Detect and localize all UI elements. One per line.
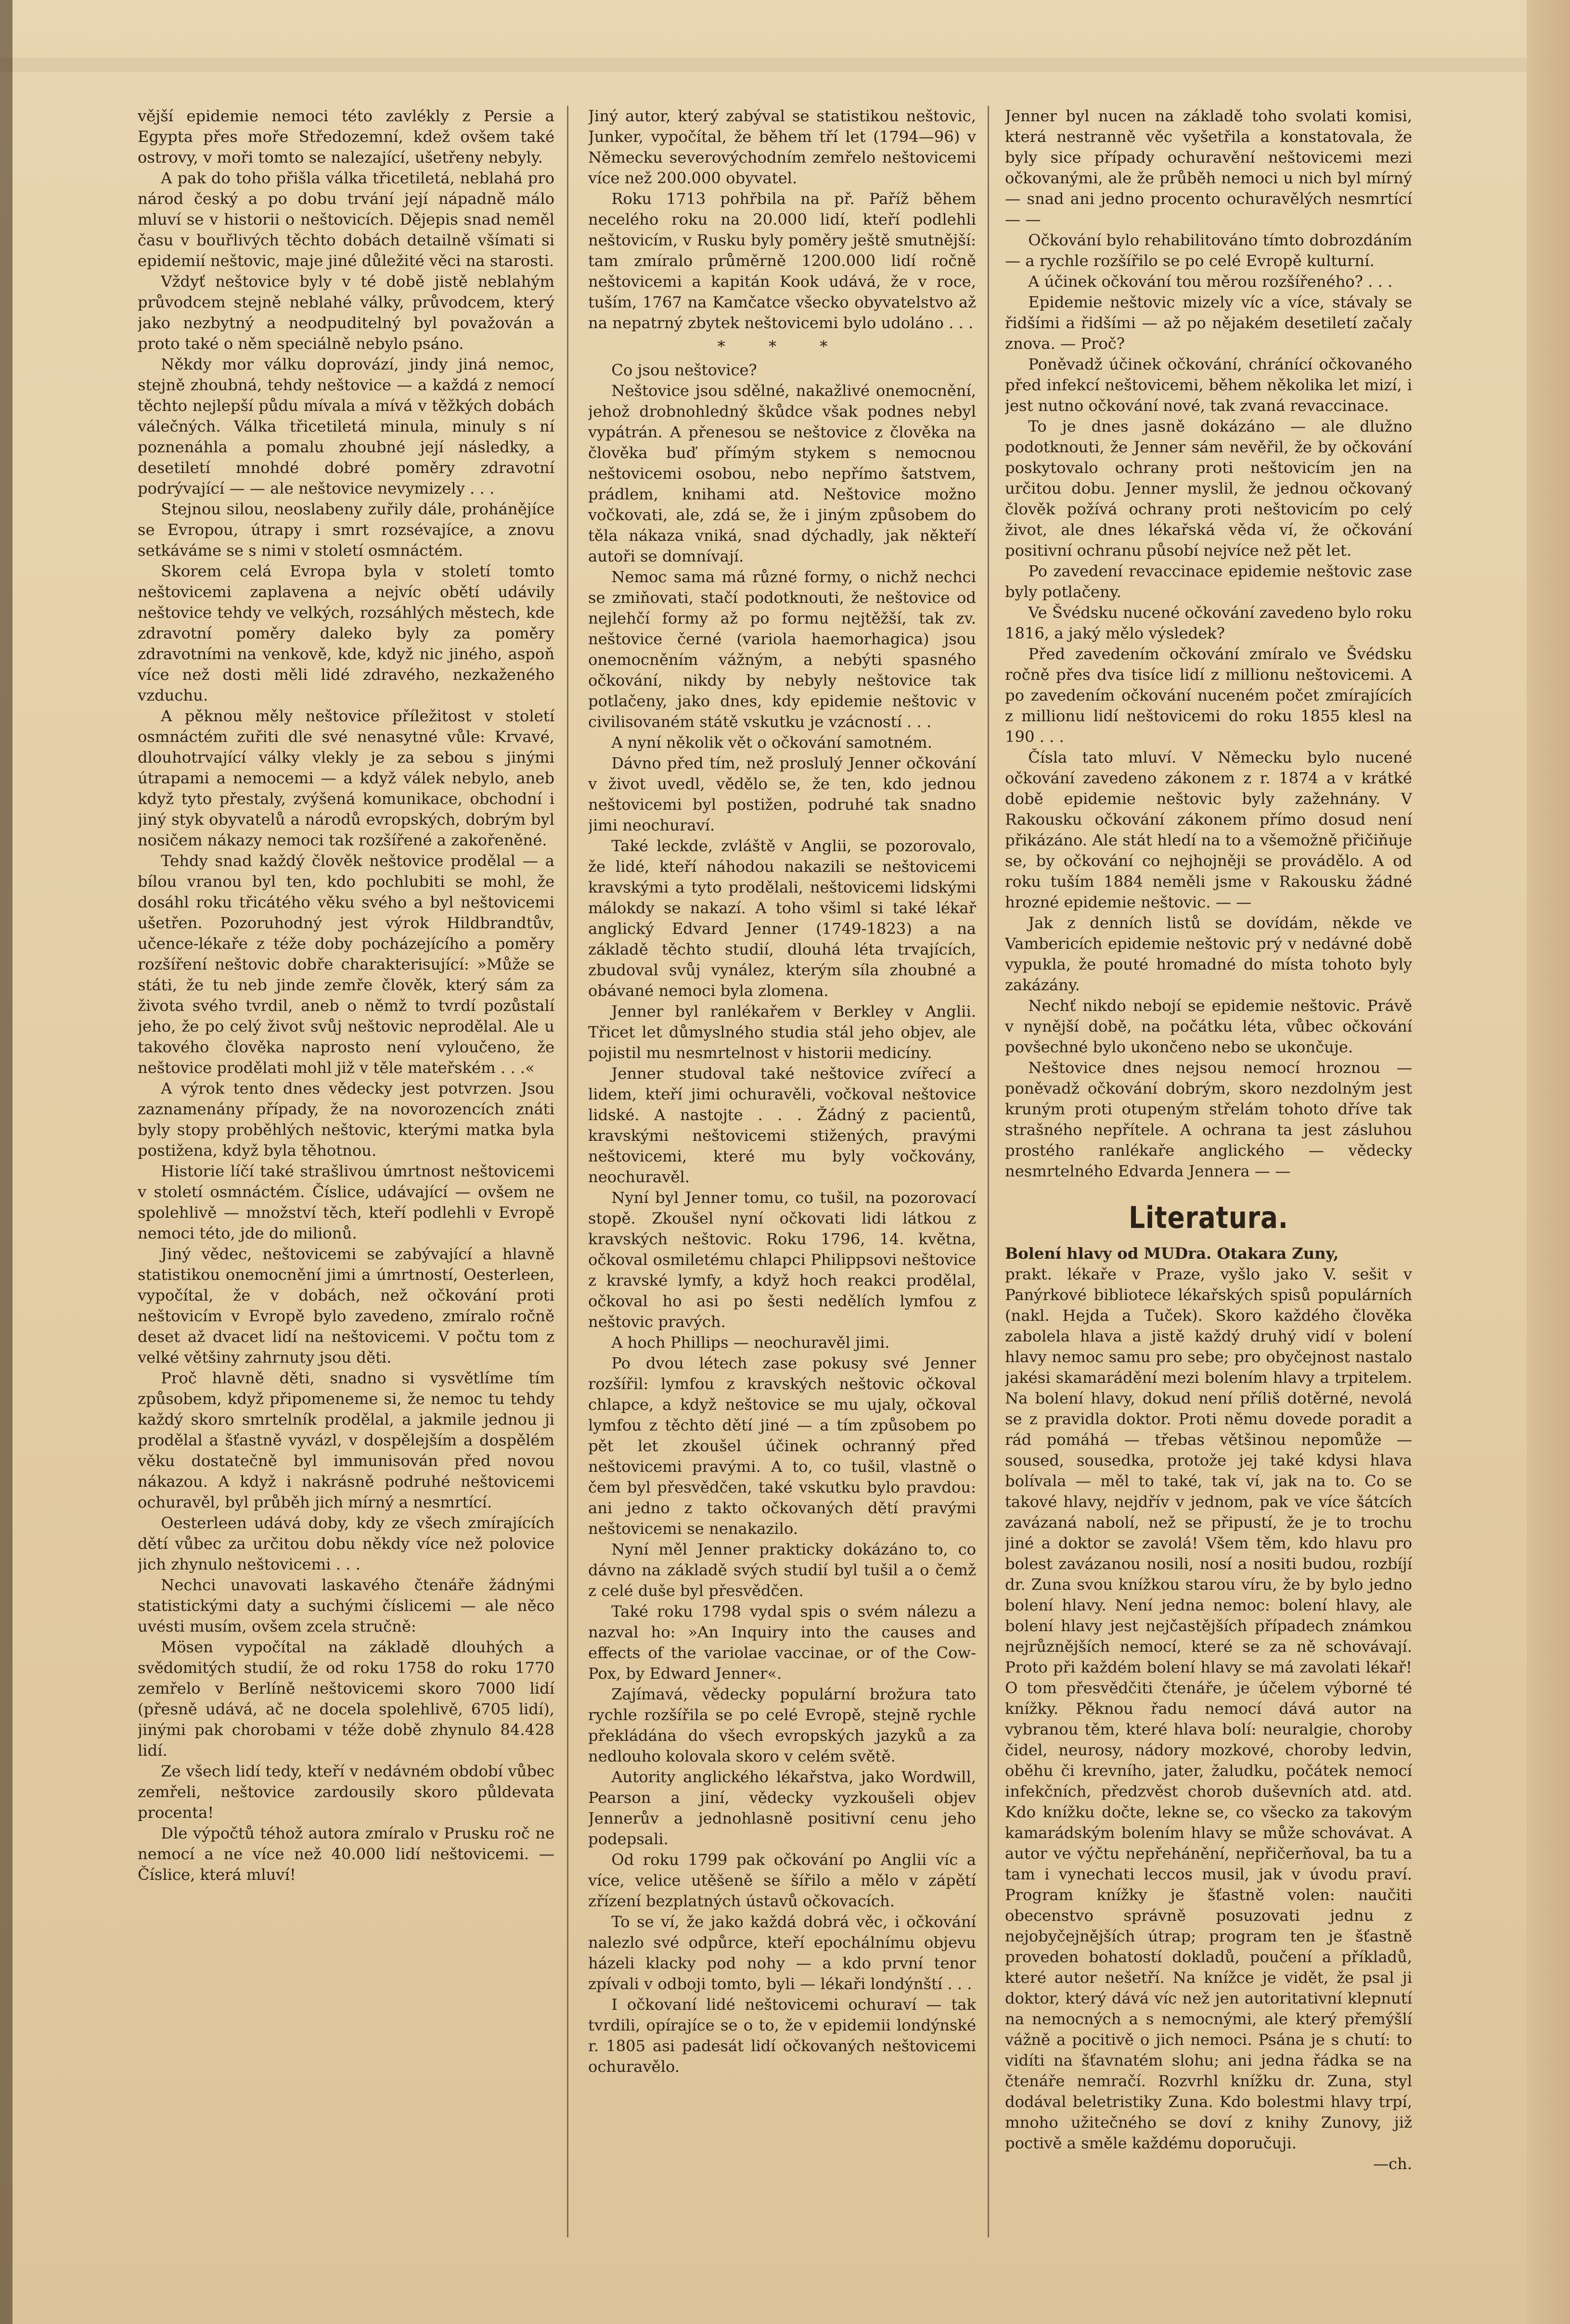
paragraph: Nyní byl Jenner tomu, co tušil, na pozorovací stopě. Zkoušel nyní očkovati lidi látkou z kravských neštovic. Roku 1796, 14. května, očkoval osmiletému chlapci Philippsovi neštovice z kravské lymfy, a když hoch reakci prodělal, očkoval ho asi po šesti nedělích lymfou z neštovic pravých. <box>588 1188 976 1331</box>
paragraph: Skorem celá Evropa byla v století tomto neštovicemi zaplavena a nejvíc obětí udávily neštovice tehdy ve velkých, rozsáhlých městech, kde zdravotní poměry daleko byly za poměry zdravotními na venkově, kde, když nic jiného, aspoň více než dosti měli lidé zdravého, nezkaženého vzduchu. <box>138 562 554 704</box>
paragraph: Také leckde, zvláště v Anglii, se pozorovalo, že lidé, kteří náhodou nakazili se neštovicemi kravskými a tyto prodělali, neštovicemi lidskými málokdy se nakazí. A toho všiml si také lékař anglický Edvard Jenner (1749-1823) a na základě těchto studií, dlouhá léta trvajících, zbudoval svůj vynález, kterým síla zhoubné a obávané nemoci byla zlomena. <box>588 837 976 1000</box>
paragraph: Mösen vypočítal na základě dlouhých a svědomitých studií, že od roku 1758 do roku 1770 zemřelo v Berlíně neštovicemi skoro 7000 lidí (přesně udává, ač ne docela spolehlivě, 6705 lidí), jinými pak chorobami v téže době zhynulo 84.428 lidí. <box>138 1638 554 1760</box>
paragraph: Epidemie neštovic mizely víc a více, stávaly se řidšími a řidšími — až po nějakém desetiletí začaly znova. — Proč? <box>1005 293 1412 353</box>
paragraph: Stejnou silou, neoslabeny zuřily dále, prohánějíce se Evropou, útrapy i smrt rozsévajíce, a znovu setkáváme se s nimi v století osmnáctém. <box>138 500 554 560</box>
paragraph: To se ví, že jako každá dobrá věc, i očkování nalezlo své odpůrce, kteří epochálnímu objevu házeli klacky pod nohy — a kdo první tenor zpívali v odboji tomto, byli — lékaři londýnští . . . <box>588 1913 976 1993</box>
section-question: Co jsou neštovice? <box>611 361 757 379</box>
article-column-1 <box>138 106 554 2271</box>
article-column-2 <box>588 106 976 2271</box>
paragraph: Historie líčí také strašlivou úmrtnost neštovicemi v století osmnáctém. Číslice, udávající — ovšem ne spolehlivě — množství těch, kteří podlehli v Evropě nemoci této, jde do milionů. <box>138 1162 554 1242</box>
article-column-3 <box>1005 106 1412 2271</box>
section-separator: * * * <box>717 337 847 356</box>
paragraph: Vždyť neštovice byly v té době jistě neblahým průvodcem stejně neblahé války, průvodcem, který jako nezbytný a neodpuditelný byl považován a proto také o něm speciálně nebylo psáno. <box>138 272 554 353</box>
paragraph: Nyní měl Jenner prakticky dokázáno to, co dávno na základě svých studií byl tušil a o čemž z celé duše byl přesvědčen. <box>588 1540 976 1600</box>
paragraph: Také roku 1798 vydal spis o svém nálezu a nazval ho: »An Inquiry into the causes and effects of the variolae vaccinae, or of the Cow-Pox, by Edward Jenner«. <box>588 1602 976 1683</box>
paragraph: A nyní několik vět o očkování samotném. <box>611 733 932 752</box>
paragraph: To je dnes jasně dokázáno — ale dlužno podotknouti, že Jenner sám nevěřil, že by očkování poskytovalo ochrany proti neštovicím jen na určitou dobu. Jenner myslil, že jednou očkovaný člověk požívá ochrany proti neštovicím po celý život, ale dnes lékařská věda ví, že očkování positivní ochranu působí nejvíce než pět let. <box>1005 417 1412 560</box>
review-signature: —ch. <box>1373 2155 1412 2173</box>
paragraph: Od roku 1799 pak očkování po Anglii víc a více, velice utěšeně se šířilo a mělo v zápětí zřízení bezplatných ústavů očkovacích. <box>588 1851 976 1910</box>
paragraph: Jenner studoval také neštovice zvířecí a lidem, kteří jimi ochuravěli, vočkoval neštovice lidské. A nastojte . . . Žádný z pacientů, kravskými neštovicemi stižených, pravými neštovicemi, které mu byly vočkovány, neochuravěl. <box>588 1064 976 1186</box>
paragraph: Očkování bylo rehabilitováno tímto dobrozdáním — a rychle rozšířilo se po celé Evropě kulturní. <box>1005 231 1412 270</box>
paragraph: Neštovice jsou sdělné, nakažlivé onemocnění, jehož drobnohledný škůdce však podnes nebyl vypátrán. A přenesou se neštovice z člověka na člověka buď přímým stykem s nemocnou neštovicemi osobou, nebo nepřímo šatstvem, prádlem, knihami atd. Neštovice možno vočkovati, ale, zdá se, že i jiným způsobem do těla nákaza vniká, snad dýchadly, jak někteří autoři se domnívají. <box>588 382 976 565</box>
review-title: Bolení hlavy od MUDra. Otakara Zuny, <box>1005 1244 1339 1263</box>
paper-fold <box>0 58 1570 72</box>
paragraph: Poněvadž účinek očkování, chránící očkovaného před infekcí neštovicemi, během několika let mizí, i jest nutno očkování nové, tak zvaná revaccinace. <box>1005 355 1412 415</box>
paragraph: Oesterleen udává doby, kdy ze všech zmírajících dětí vůbec za určitou dobu někdy více než polovice jich zhynulo neštovicemi . . . <box>138 1514 554 1573</box>
paragraph: Roku 1713 pohřbila na př. Paříž během necelého roku na 20.000 lidí, kteří podlehli neštovicím, v Rusku byly poměry ještě smutnější: tam zmíralo průměrně 1200.000 lidí ročně neštovicemi a kapitán Kook udává, že v roce, tuším, 1767 na Kamčatce všecko obyvatelstvo až na nepatrný zbytek neštovicemi bylo udoláno . . . <box>588 190 976 332</box>
paragraph: Někdy mor válku doprovází, jindy jiná nemoc, stejně zhoubná, tehdy neštovice — a každá z nemocí těchto nejlepší půdu mívala a mívá v těžkých dobách válečných. Válka třicetiletá minula, minuly s ní poznenáhla a pomalu zhoubné její následky, a desetiletí mnohdé dobré poměry zdravotní podrývající — — ale neštovice nevymizely . . . <box>138 355 554 498</box>
paragraph: Jak z denních listů se dovídám, někde ve Vambericích epidemie neštovic prý v nedávné době vypukla, že pouté hromadné do místa tohoto byly zakázány. <box>1005 914 1412 994</box>
paragraph: Nemoc sama má různé formy, o nichž nechci se zmiňovati, stačí podotknouti, že neštovice od nejlehčí formy až po formu nejtěžší, tak zv. neštovice černé (variola haemorhagica) jsou onemocněním vážným, a nebýti spasného očkování, nikdy by nebyly neštovice tak potlačeny, jako dnes, kdy epidemie neštovic v civilisovaném státě vskutku je vzácností . . . <box>588 568 976 731</box>
scan-edge-left <box>0 0 13 2324</box>
paragraph: Autority anglického lékařstva, jako Wordwill, Pearson a jiní, vědecky vyzkoušeli objev Jennerův a jednohlasně positivní cenu jeho podepsali. <box>588 1768 976 1848</box>
paragraph: Dávno před tím, než proslulý Jenner očkování v život uvedl, vědělo se, že ten, kdo jednou neštovicemi byl postižen, podruhé tak snadno jimi neochuraví. <box>588 754 976 834</box>
paragraph: I očkovaní lidé neštovicemi ochuraví — tak tvrdili, opírajíce se o to, že v epidemii londýnské r. 1805 asi padesát lidí očkovaných neštovicemi ochuravělo. <box>588 1995 976 2076</box>
scan-edge-right <box>1527 0 1570 2324</box>
review-text: prakt. lékaře v Praze, vyšlo jako V. sešit v Panýrkové bibliotece lékařských spisů populárních (nakl. Hejda a Tuček). Skoro každého člověka zabolela hlava a jistě každý druhý vidí v bolení hlavy nemoc samu pro sebe; pro obyčejnost nastalo jakési skamarádění mezi bolením hlavy a trpitelem. Na bolení hlavy, dokud není příliš dotěrné, nevolá se z pravidla doktor. Proti němu dovede poradit a rád pomáhá — třebas většinou nepomůže — soused, sousedka, protože jej také kdysi hlava bolívala — měl to také, tak ví, jak na to. Co se takové hlavy, nejdřív v jednom, pak ve více šátcích zavázaná nabolí, než se připustí, že je to trochu jiné a doktor se zavolá! Všem těm, kdo hlavu pro bolest zavázanou nosili, nosí a nositi budou, rozbíjí dr. Zuna svou knížkou starou víru, že by bylo jedno bolení hlavy. Není jedna nemoc: bolení hlavy, ale bolení hlavy jest nejčastějších případech známkou nejrůznějších nemocí, které se za ně schovávají. Proto při každém bolení hlavy se má zavolati lékař! O tom přesvědčiti čtenáře, je účelem výborné té knížky. Pěknou řadu nemocí dává autor na vybranou těm, které hlava bolí: neuralgie, choroby čidel, neurosy, nádory mozkové, choroby ledvin, oběhu či krevního, jater, žaludku, počátek nemocí infekčních, předzvěst chorob duševních atd. atd. Kdo knížku dočte, lekne se, co všecko za takovým kamarádským bolením hlavy se může schovávat. A autor ve výčtu nepřehánění, nepřičerňoval, ba tu a tam i vynechati leccos musil, jak v úvodu praví. Program knížky je šťastně volen: naučiti obecenstvo správně posuzovati jednu z nejobyčejnějších útrap; program ten je šťastně proveden bohatostí dokladů, poučení a příkladů, které autor nešetří. Na knížce je vidět, že psal ji doktor, který dává víc než jen autoritativní klepnutí na nemocných a s nemocnými, ale který přemýšlí vážně a pocitivě o jich nemoci. Psána je s chutí: to vidíti na šťavnatém slohu; ani jedna řádka se na čtenáře nemračí. Rozvrhl knížku dr. Zuna, styl dodával beletristiky Zuna. Kdo bolestmi hlavy trpí, mnoho užitečného se doví z knihy Zunovy, již poctivě a směle každému doporučuji. <box>1005 1265 1412 2152</box>
paragraph: Jenner byl nucen na základě toho svolati komisi, která nestranně věc vyšetřila a konstatovala, že byly sice případy ochuravění neštovicemi mezi očkovanými, ale že průběh nemoci u nich byl mírný — snad ani jedno procento ochuravělých nesmrtící — — <box>1005 107 1412 229</box>
paragraph: A hoch Phillips — neochuravěl jimi. <box>611 1333 890 1352</box>
paragraph: Jiný autor, který zabýval se statistikou neštovic, Junker, vypočítal, že během tří let (1794—96) v Německu severovýchodním zemřelo neštovicemi více než 200.000 obyvatel. <box>588 107 976 187</box>
paragraph: Před zavedením očkování zmíralo ve Švédsku ročně přes dva tisíce lidí z millionu neštovicemi. A po zavedením očkování nuceném počet zmírajících z millionu lidí neštovicemi do roku 1855 klesl na 190 . . . <box>1005 645 1412 746</box>
paragraph: Dle výpočtů téhož autora zmíralo v Prusku roč ne nemocí a ne více než 40.000 lidí neštovicemi. — Číslice, která mluví! <box>138 1824 554 1884</box>
paragraph: vější epidemie nemoci této zavlékly z Persie a Egypta přes moře Středozemní, kdež ovšem také ostrovy, v moři tomto se nalezající, ušetřeny nebyly. <box>138 107 554 166</box>
section-heading-literatura: Literatura. <box>1129 1200 1288 1235</box>
paragraph: Čísla tato mluví. V Německu bylo nucené očkování zavedeno zákonem z r. 1874 a v krátké době epidemie neštovic byly zažehnány. V Rakousku očkování zákonem přímo dosud není přikázáno. Ale stát hledí na to a všemožně přičiňuje se, by očkování co nejhojněji se provádělo. A od roku tuším 1884 neměli jsme v Rakousku žádné hrozné epidemie neštovic. — — <box>1005 748 1412 911</box>
paragraph: Jiný vědec, neštovicemi se zabývající a hlavně statistikou onemocnění jimi a úmrtností, Oesterleen, vypočítal, že v dobách, než očkování proti neštovicím v Evropě bylo zavedeno, zmíralo ročně deset až dvacet lidí na neštovicemi. V počtu tom z velké většiny zahrnuty jsou děti. <box>138 1245 554 1366</box>
paragraph: Nechť nikdo nebojí se epidemie neštovic. Právě v nynější době, na počátku léta, vůbec očkování povšechné bylo ukončeno nebo se ukončuje. <box>1005 996 1412 1056</box>
paragraph: A účinek očkování tou měrou rozšířeného? . . . <box>1028 272 1393 291</box>
paragraph: Jenner byl ranlékařem v Berkley v Anglii. Třicet let důmyslného studia stál jeho objev, ale pojistil mu nesmrtelnost v historii medicíny. <box>588 1002 976 1062</box>
paragraph: Nechci unavovati laskavého čtenáře žádnými statistickými daty a suchými číslicemi — ale něco uvésti musím, ovšem zcela stručně: <box>138 1576 554 1635</box>
paragraph: Po zavedení revaccinace epidemie neštovic zase byly potlačeny. <box>1005 562 1412 601</box>
paragraph: Zajímavá, vědecky populární brožura tato rychle rozšířila se po celé Evropě, stejně rychle překládána do všech evropských jazyků a za nedlouho kolovala skoro v celém světě. <box>588 1685 976 1765</box>
paragraph: A výrok tento dnes vědecky jest potvrzen. Jsou zaznamenány případy, že na novorozencích znáti byly stopy proběhlých neštovic, kterými matka byla postižena, když byla těhotnou. <box>138 1079 554 1160</box>
paragraph: Ze všech lidí tedy, kteří v nedávném období vůbec zemřeli, neštovice zardousily skoro půldevata procenta! <box>138 1762 554 1822</box>
paragraph: A pěknou měly neštovice příležitost v století osmnáctém zuřiti dle své nenasytné vůle: Krvavé, dlouhotrvající války vlekly je za sebou s jinými útrapami a nemocemi — a když válek nebylo, aneb když tyto přestaly, zvýšená komunikace, obchodní i jiný styk obyvatelů a národů evropských, dobrým byl nosičem nákazy nemoci tak rozšířené a zakořeněné. <box>138 707 554 849</box>
paragraph: Po dvou létech zase pokusy své Jenner rozšířil: lymfou z kravských neštovic očkoval chlapce, a když neštovice se mu ujaly, očkoval lymfou z těchto dětí jiné — a tím způsobem po pět let zkoušel účinek ochranný před neštovicemi pravými. A to, co tušil, vlastně o čem byl přesvědčen, také vskutku bylo pravdou: ani jedno z takto očkovaných dětí pravými neštovicemi se nenakazilo. <box>588 1354 976 1538</box>
paragraph: Ve Švédsku nucené očkování zavedeno bylo roku 1816, a jaký mělo výsledek? <box>1005 603 1412 642</box>
column-rule-2 <box>988 106 989 2237</box>
paragraph: Neštovice dnes nejsou nemocí hroznou — poněvadž očkování dobrým, skoro nezdolným jest kruným proti otupeným střelám tohoto dříve tak strašného nepřítele. A ochrana ta jest zásluhou prostého ranlékaře anglického — vědecky nesmrtelného Edvarda Jennera — — <box>1005 1059 1412 1180</box>
column-rule-1 <box>567 106 568 2237</box>
paragraph: Tehdy snad každý člověk neštovice prodělal — a bílou vranou byl ten, kdo pochlubiti se mohl, že dosáhl roku třicátého věku svého a byl neštovicemi ušetřen. Pozoruhodný jest výrok Hildbrandtův, učence-lékaře z téže doby pocházejícího a poměry rozšíření neštovic dobře charakterisující: »Může se státi, že tu neb jinde zemře člověk, který sám za života svého tvrdil, aneb o němž to tvrdí pozůstalí jeho, že po celý život svůj neštovic neprodělal. Ale u takového člověka naprosto není vyloučeno, že neštovice prodělati mohl již v těle mateřském . . .« <box>138 852 554 1077</box>
paragraph: A pak do toho přišla válka třicetiletá, neblahá pro národ český a po dobu trvání její nápadně málo mluví se v historii o neštovicích. Dějepis snad neměl času v bouřlivých těchto dobách detailně všímati si epidemií neštovic, maje jiné důležité věci na starosti. <box>138 169 554 270</box>
paragraph: Proč hlavně děti, snadno si vysvětlíme tím způsobem, když připomeneme si, že nemoc tu tehdy každý skoro smrtelník prodělal, a jakmile jednou ji prodělal a šťastně vyvázl, v dospělejším a dospělém věku dostatečně byl immunisován před novou nákazou. A když i nakrásně podruhé neštovicemi ochuravěl, byl průběh jich mírný a nesmrtící. <box>138 1369 554 1511</box>
